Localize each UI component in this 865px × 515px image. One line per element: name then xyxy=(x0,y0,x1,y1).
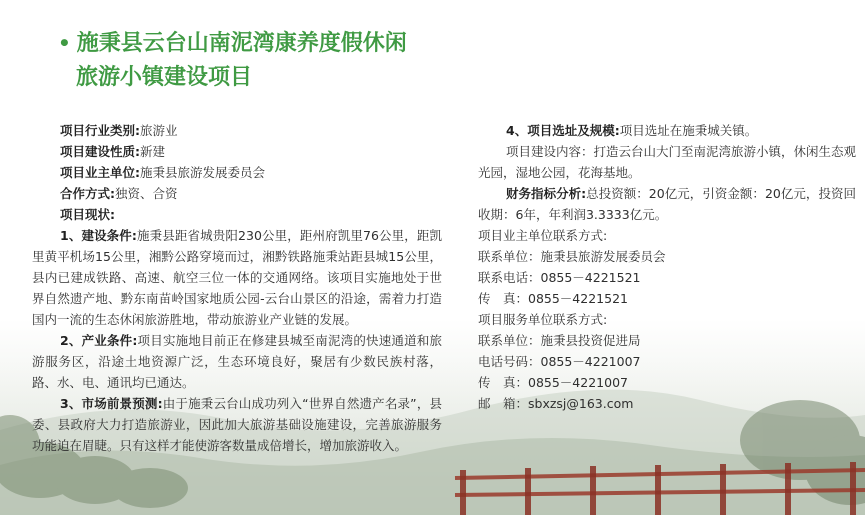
owner-contact-phone: 联系电话：0855－4221521 xyxy=(478,270,641,285)
site-scale-paragraph xyxy=(478,120,856,141)
finance-paragraph xyxy=(478,183,856,225)
coop-row xyxy=(32,183,442,204)
site-scale-text: 项目选址在施秉城关镇。 xyxy=(619,123,758,138)
construction-conditions-label: 1、建设条件: xyxy=(60,228,137,243)
market-outlook-paragraph xyxy=(32,393,442,456)
industry-conditions-label: 2、产业条件: xyxy=(60,333,138,348)
nature-value: 新建 xyxy=(140,144,166,159)
construction-conditions-paragraph xyxy=(32,225,442,330)
owner-row xyxy=(32,162,442,183)
nature-row xyxy=(32,141,442,162)
market-outlook-label: 3、市场前景预测: xyxy=(60,396,163,411)
finance-label: 财务指标分析: xyxy=(506,186,587,201)
status-heading: 项目现状: xyxy=(60,207,115,222)
coop-value: 独资、合资 xyxy=(115,186,178,201)
owner-contact-fax: 传 真：0855－4221521 xyxy=(478,291,628,306)
owner-contact-heading: 项目业主单位联系方式: xyxy=(478,228,608,243)
page-title xyxy=(58,26,407,94)
status-heading-row xyxy=(32,204,442,225)
construction-conditions-text: 施秉县距省城贵阳230公里，距州府凯里76公里，距凯里黄平机场15公里，湘黔公路穿境而过，湘黔铁路施秉站距县城15公里，县内已建成铁路、高速、航空三位一体的交通网络。该项目实施地处于世界自然遗产地、黔东南苗岭国家地质公园-云台山景区的沿途，需着力打造国内一流的生态休闲旅游胜地，带动旅游业产业链的发展。 xyxy=(32,228,443,327)
construction-content-paragraph xyxy=(478,141,856,183)
finance-text: 总投资额：20亿元，引资金额：20亿元，投资回收期：6年，年利润3.3333亿元。 xyxy=(478,186,857,222)
nature-label: 项目建设性质: xyxy=(60,144,140,159)
industry-value: 旅游业 xyxy=(140,123,178,138)
title-bullet: • xyxy=(58,31,71,55)
industry-row xyxy=(32,120,442,141)
industry-conditions-paragraph xyxy=(32,330,442,393)
service-contact-heading: 项目服务单位联系方式: xyxy=(478,312,608,327)
left-column xyxy=(32,120,442,456)
coop-label: 合作方式: xyxy=(60,186,115,201)
title-line-1: 施秉县云台山南泥湾康养度假休闲 xyxy=(76,30,407,56)
industry-conditions-text: 项目实施地目前正在修建县城至南泥湾的快速通道和旅游服务区，沿途土地资源广泛，生态环境良好，聚居有少数民族村落，路、水、电、通讯均已通达。 xyxy=(32,333,442,390)
title-line-2: 旅游小镇建设项目 xyxy=(76,64,253,90)
market-outlook-text: 由于施秉云台山成功列入“世界自然遗产名录”，县委、县政府大力打造旅游业，因此加大旅游基础设施建设，完善旅游服务功能迫在眉睫。只有这样才能使游客数量成倍增长，增加旅游收入。 xyxy=(32,396,442,453)
service-contact-phone: 电话号码：0855－4221007 xyxy=(478,354,641,369)
owner-value: 施秉县旅游发展委员会 xyxy=(140,165,266,180)
construction-content-text: 项目建设内容：打造云台山大门至南泥湾旅游小镇，休闲生态观光园，湿地公园，花海基地。 xyxy=(478,144,857,180)
right-column xyxy=(478,120,856,414)
service-contact-fax: 传 真：0855－4221007 xyxy=(478,375,628,390)
service-contact-email: 邮 箱：sbxzsj@163.com xyxy=(478,396,634,411)
owner-contact-unit: 联系单位：施秉县旅游发展委员会 xyxy=(478,249,666,264)
service-contact-unit: 联系单位：施秉县投资促进局 xyxy=(478,333,641,348)
owner-label: 项目业主单位: xyxy=(60,165,140,180)
industry-label: 项目行业类别: xyxy=(60,123,140,138)
site-scale-label: 4、项目选址及规模: xyxy=(506,123,620,138)
